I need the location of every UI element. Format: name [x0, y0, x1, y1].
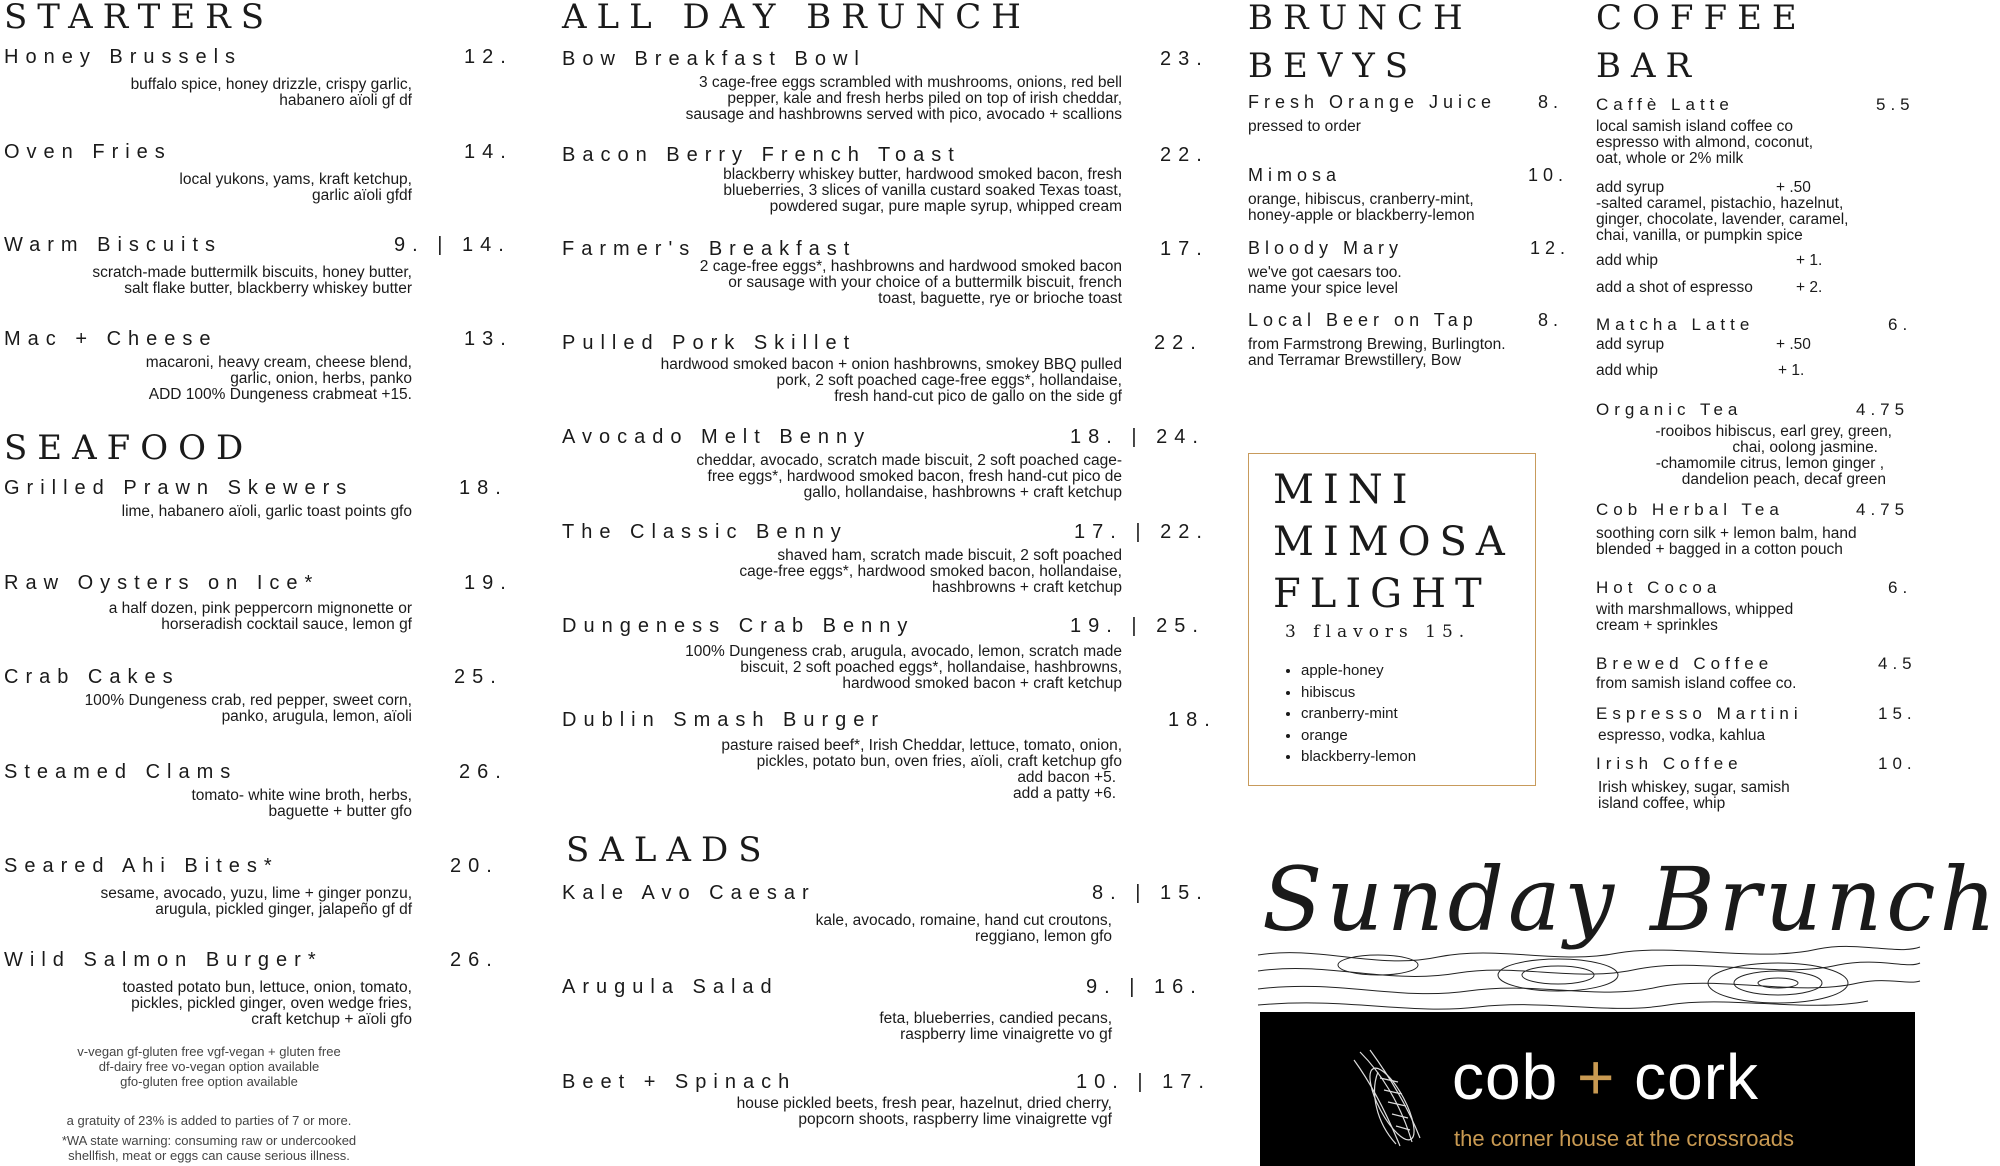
addon-row — [1596, 363, 1916, 379]
item-desc — [1596, 780, 1916, 812]
desc-line: craft ketchup + aïoli gfo — [251, 1011, 412, 1028]
flight-flavor-list — [1277, 660, 1416, 768]
desc-line: horseradish cocktail sauce, lemon gf — [161, 616, 412, 633]
desc-line: macaroni, heavy cream, cheese blend, — [145, 354, 412, 371]
item-name: Bacon Berry French Toast — [562, 144, 961, 166]
desc-line: cheddar, avocado, scratch made biscuit, 2 soft poached cage- — [696, 452, 1122, 469]
list-item: • cranberry-mint — [1301, 703, 1416, 725]
menu-item — [4, 949, 514, 1028]
desc-line: blackberry whiskey butter, hardwood smoked bacon, fresh — [723, 166, 1122, 183]
gratuity-note: a gratuity of 23% is added to parties of 7 or more. — [66, 1113, 352, 1128]
menu-item — [562, 976, 1222, 1043]
desc-line: from Farmstrong Brewing, Burlington. — [1248, 336, 1506, 353]
item-desc — [562, 644, 1122, 692]
desc-line: tomato- white wine broth, herbs, — [191, 787, 412, 804]
item-desc — [1596, 676, 1916, 692]
item-name: Irish Coffee — [1596, 754, 1743, 773]
desc-line: buffalo spice, honey drizzle, crispy garlic, — [130, 76, 412, 93]
addon-price: + .50 — [1776, 336, 1811, 353]
desc-line: soothing corn silk + lemon balm, hand — [1596, 525, 1857, 542]
warning-line: *WA state warning: consuming raw or undercooked — [61, 1133, 357, 1148]
item-price: 10. — [1528, 165, 1569, 185]
desc-line: -chamomile citrus, lemon ginger , — [1655, 455, 1884, 472]
item-price: 4.5 — [1878, 654, 1917, 673]
item-desc — [4, 693, 412, 725]
item-name: Wild Salmon Burger* — [4, 949, 323, 971]
item-name: Hot Cocoa — [1596, 578, 1722, 597]
addon-row — [1596, 280, 1916, 296]
desc-line: fresh hand-cut pico de gallo on the side gf — [834, 388, 1122, 405]
menu-item — [562, 426, 1222, 501]
desc-line: pressed to order — [1248, 118, 1361, 135]
bevys-title: BRUNCH BEVYS — [1248, 0, 1473, 86]
desc-line: toasted potato bun, lettuce, onion, tomato, — [122, 979, 412, 996]
desc-line: and Terramar Brewstillery, Bow — [1248, 352, 1462, 369]
item-name: Arugula Salad — [562, 976, 779, 998]
legend-line: df-dairy free vo-vegan option available — [98, 1059, 320, 1074]
brand-name-left: cob — [1452, 1041, 1559, 1113]
item-name: Warm Biscuits — [4, 234, 223, 256]
desc-line: powdered sugar, pure maple syrup, whipped cream — [769, 198, 1122, 215]
desc-line: pepper, kale and fresh herbs piled on top of irish cheddar, — [727, 90, 1122, 107]
desc-line: 100% Dungeness crab, red pepper, sweet corn, — [84, 692, 412, 709]
desc-line: pork, 2 soft poached cage-free eggs*, hollandaise, — [776, 372, 1122, 389]
legend-line: gfo-gluten free option available — [120, 1074, 298, 1089]
item-desc — [1596, 526, 1916, 558]
desc-line: island coffee, whip — [1598, 795, 1726, 812]
list-item: • apple-honey — [1301, 660, 1416, 682]
matcha-addons — [1596, 337, 1916, 379]
seafood-title: SEAFOOD — [4, 428, 254, 468]
list-item: • hibiscus — [1301, 682, 1416, 704]
item-name: Cob Herbal Tea — [1596, 500, 1784, 519]
mimosa-flight-box — [1248, 453, 1536, 786]
menu-item — [562, 709, 1222, 802]
desc-line: reggiano, lemon gfo — [974, 928, 1112, 945]
desc-line: cream + sprinkles — [1596, 617, 1718, 634]
desc-line: a half dozen, pink peppercorn mignonette or — [108, 600, 412, 617]
desc-line: sausage and hashbrowns served with pico, avocado + scallions — [685, 106, 1122, 123]
desc-line: arugula, pickled ginger, jalapeño gf df — [155, 901, 412, 918]
item-price: 13. — [464, 328, 513, 350]
desc-line: toast, baguette, rye or brioche toast — [878, 290, 1122, 307]
desc-line: dandelion peach, decaf green — [1681, 471, 1886, 488]
desc-line: orange, hibiscus, cranberry-mint, — [1248, 191, 1474, 208]
addon-row — [1596, 253, 1916, 269]
warning-line: shellfish, meat or eggs can cause serious illness. — [68, 1148, 350, 1163]
item-name: Crab Cakes — [4, 666, 180, 688]
item-desc — [1248, 265, 1568, 297]
addon-label: add a shot of espresso — [1596, 279, 1753, 296]
desc-line: add bacon +5. — [1017, 769, 1116, 786]
item-price: 6. — [1888, 578, 1913, 597]
desc-line: cage-free eggs*, hardwood smoked bacon, hollandaise, — [739, 563, 1122, 580]
desc-line: baguette + butter gfo — [268, 803, 412, 820]
item-name: Steamed Clams — [4, 761, 238, 783]
desc-line: habanero aïoli gf df — [279, 92, 412, 109]
brand-banner — [1260, 1012, 1915, 1166]
item-name: Grilled Prawn Skewers — [4, 477, 354, 499]
flight-subtitle: 3 flavors 15. — [1285, 622, 1471, 642]
item-price: 18. — [1168, 709, 1217, 731]
item-desc — [1596, 728, 1916, 744]
desc-line: chai, oolong jasmine. — [1732, 439, 1878, 456]
item-name: Dublin Smash Burger — [562, 709, 886, 731]
addon-label: add syrup — [1596, 336, 1665, 353]
syrup-flavors: -salted caramel, pistachio, hazelnut, ginger, chocolate, lavender, caramel, chai, vanilla, or pumpkin spice — [1596, 195, 1849, 244]
desc-line: free eggs*, hardwood smoked bacon, fresh hand-cut pico de — [707, 468, 1122, 485]
desc-line: local yukons, yams, kraft ketchup, — [179, 171, 412, 188]
item-price: 9. | 14. — [394, 234, 511, 256]
item-price: 18. | 24. — [1070, 426, 1205, 448]
item-desc — [4, 77, 412, 109]
item-name: Mimosa — [1248, 165, 1342, 185]
menu-item — [562, 144, 1222, 215]
item-desc — [4, 601, 412, 633]
starters-title: STARTERS — [4, 0, 275, 37]
item-desc — [1248, 192, 1568, 224]
desc-line: hardwood smoked bacon + onion hashbrowns, smokey BBQ pulled — [660, 356, 1122, 373]
item-desc — [562, 167, 1122, 215]
menu-item — [4, 46, 514, 109]
desc-line: oat, whole or 2% milk — [1596, 150, 1744, 167]
desc-line: 2 cage-free eggs*, hashbrowns and hardwood smoked bacon — [699, 258, 1122, 275]
item-desc — [4, 980, 412, 1028]
desc-line: garlic aïoli gfdf — [312, 187, 412, 204]
item-desc — [562, 259, 1122, 307]
menu-item — [1596, 654, 1916, 692]
item-price: 10. | 17. — [1076, 1071, 1211, 1093]
desc-line: espresso with almond, coconut, — [1596, 134, 1814, 151]
desc-line: blended + bagged in a cotton pouch — [1596, 541, 1843, 558]
item-name: Dungeness Crab Benny — [562, 615, 915, 637]
item-desc — [4, 504, 412, 520]
health-warning — [44, 1133, 374, 1163]
menu-item — [1248, 165, 1568, 224]
item-desc — [562, 913, 1112, 945]
item-name: Oven Fries — [4, 141, 172, 163]
item-name: Caffè Latte — [1596, 95, 1734, 114]
item-desc — [4, 355, 412, 403]
desc-line: espresso, vodka, kahlua — [1598, 727, 1766, 744]
desc-line: sesame, avocado, yuzu, lime + ginger ponzu, — [100, 885, 412, 902]
addon-row — [1596, 180, 1916, 196]
item-price: 9. | 16. — [1086, 976, 1203, 998]
item-price: 12. — [464, 46, 513, 68]
item-price: 8. — [1538, 92, 1564, 112]
addon-price: + .50 — [1776, 179, 1811, 196]
addon-label: add syrup — [1596, 179, 1665, 196]
item-price: 23. — [1160, 48, 1209, 70]
latte-addons — [1596, 180, 1916, 296]
brand-name-right: cork — [1634, 1041, 1760, 1113]
item-name: Kale Avo Caesar — [562, 882, 816, 904]
menu-item — [1596, 704, 1916, 744]
item-price: 25. — [454, 666, 503, 688]
addon-price: + 1. — [1778, 362, 1805, 379]
addon-row — [1596, 337, 1916, 353]
item-desc — [1248, 119, 1568, 135]
desc-line: from samish island coffee co. — [1596, 675, 1797, 692]
item-desc — [562, 453, 1122, 501]
menu-item — [1248, 92, 1568, 135]
brand-name — [1452, 1040, 1759, 1114]
menu-item — [562, 882, 1222, 945]
item-price: 10. — [1878, 754, 1917, 773]
desc-line: hardwood smoked bacon + craft ketchup — [842, 675, 1122, 692]
item-name: Mac + Cheese — [4, 328, 218, 350]
desc-line: name your spice level — [1248, 280, 1398, 297]
menu-item — [1596, 754, 1916, 812]
list-item: • blackberry-lemon — [1301, 746, 1416, 768]
desc-line: we've got caesars too. — [1248, 264, 1402, 281]
item-name: Organic Tea — [1596, 400, 1743, 419]
corn-icon — [1340, 1042, 1430, 1152]
item-price: 12. — [1530, 238, 1571, 258]
item-price: 14. — [464, 141, 513, 163]
desc-line: hashbrowns + craft ketchup — [932, 579, 1122, 596]
desc-line: pasture raised beef*, Irish Cheddar, lettuce, tomato, onion, — [721, 737, 1122, 754]
desc-line: raspberry lime vinaigrette vo gf — [900, 1026, 1112, 1043]
addon-label: add whip — [1596, 252, 1659, 269]
brunch-title: ALL DAY BRUNCH — [562, 0, 1031, 37]
item-price: 19. | 25. — [1070, 615, 1205, 637]
item-price: 15. — [1878, 704, 1917, 723]
menu-item — [1596, 95, 1916, 167]
item-name: Farmer's Breakfast — [562, 238, 857, 260]
desc-line: house pickled beets, fresh pear, hazelnut, dried cherry, — [736, 1095, 1112, 1112]
item-price: 17. — [1160, 238, 1209, 260]
tea-varieties — [1596, 424, 1892, 488]
item-desc — [4, 265, 412, 297]
desc-line: kale, avocado, romaine, hand cut croutons, — [815, 912, 1112, 929]
menu-item — [562, 332, 1222, 405]
item-name: Bow Breakfast Bowl — [562, 48, 866, 70]
item-name: Avocado Melt Benny — [562, 426, 872, 448]
item-name: Bloody Mary — [1248, 238, 1404, 258]
item-price: 8. | 15. — [1092, 882, 1209, 904]
menu-item — [4, 328, 514, 403]
menu-item — [562, 521, 1222, 596]
item-price: 19. — [464, 572, 513, 594]
desc-line: 3 cage-free eggs scrambled with mushrooms, onions, red bell — [698, 74, 1122, 91]
dietary-legend — [44, 1044, 374, 1089]
desc-line: add a patty +6. — [1013, 785, 1116, 802]
item-price: 17. | 22. — [1074, 521, 1209, 543]
item-desc — [4, 172, 412, 204]
menu-item — [4, 477, 514, 520]
item-desc — [1596, 119, 1916, 167]
desc-line: -rooibos hibiscus, earl grey, green, — [1655, 423, 1892, 440]
item-name: Seared Ahi Bites* — [4, 855, 279, 877]
item-name: Matcha Latte — [1596, 315, 1755, 334]
item-price: 18. — [459, 477, 508, 499]
brand-tagline: the corner house at the crossroads — [1454, 1126, 1794, 1151]
menu-item — [4, 761, 514, 820]
menu-item — [4, 572, 514, 633]
item-desc — [562, 738, 1122, 802]
desc-line: local samish island coffee co — [1596, 118, 1794, 135]
item-name: Honey Brussels — [4, 46, 243, 68]
menu-item — [4, 141, 514, 204]
desc-line: feta, blueberries, candied pecans, — [879, 1010, 1112, 1027]
item-price: 22. — [1154, 332, 1203, 354]
menu-item — [1248, 310, 1568, 369]
desc-line: popcorn shoots, raspberry lime vinaigrette vgf — [798, 1111, 1112, 1128]
item-price: 26. — [450, 949, 499, 971]
menu-item — [1596, 315, 1916, 379]
list-item: • orange — [1301, 725, 1416, 747]
desc-line: with marshmallows, whipped — [1596, 601, 1794, 618]
addon-price: + 2. — [1796, 279, 1823, 296]
item-name: Pulled Pork Skillet — [562, 332, 857, 354]
desc-line: shaved ham, scratch made biscuit, 2 soft poached — [777, 547, 1122, 564]
item-desc — [562, 1096, 1112, 1128]
desc-line: salt flake butter, blackberry whiskey butter — [124, 280, 412, 297]
desc-line: lime, habanero aïoli, garlic toast points gfo — [121, 503, 412, 520]
menu-item — [4, 855, 514, 918]
item-desc — [562, 1011, 1112, 1043]
item-price: 22. — [1160, 144, 1209, 166]
item-name: Brewed Coffee — [1596, 654, 1774, 673]
item-name: Fresh Orange Juice — [1248, 92, 1497, 112]
desc-line: Irish whiskey, sugar, samish — [1598, 779, 1790, 796]
desc-line: biscuit, 2 soft poached eggs*, hollandaise, hashbrowns, — [740, 659, 1122, 676]
item-desc — [1248, 337, 1568, 369]
sunday-brunch-script-title: Sunday Brunch — [1262, 848, 2000, 951]
desc-line: garlic, onion, herbs, panko — [230, 370, 412, 387]
menu-item — [562, 48, 1222, 123]
menu-item — [4, 666, 514, 725]
item-name: The Classic Benny — [562, 521, 848, 543]
brand-plus: + — [1576, 1041, 1616, 1113]
item-name: Espresso Martini — [1596, 704, 1803, 723]
item-price: 26. — [459, 761, 508, 783]
item-price: 6. — [1888, 315, 1913, 334]
item-desc — [4, 788, 412, 820]
item-desc — [4, 886, 412, 918]
item-desc — [1596, 602, 1916, 634]
menu-item — [1248, 238, 1571, 297]
item-price: 20. — [450, 855, 499, 877]
flight-title: MINI MIMOSA FLIGHT — [1273, 467, 1514, 617]
desc-line: ADD 100% Dungeness crabmeat +15. — [148, 386, 412, 403]
menu-item — [1596, 578, 1916, 634]
desc-line: pickles, potato bun, oven fries, aïoli, craft ketchup gfo — [756, 753, 1122, 770]
desc-line: panko, arugula, lemon, aïoli — [221, 708, 412, 725]
item-price: 4.75 — [1856, 400, 1910, 419]
menu-item — [562, 1071, 1222, 1128]
desc-line: scratch-made buttermilk biscuits, honey butter, — [92, 264, 412, 281]
item-desc — [562, 357, 1122, 405]
coffee-title: COFFEE BAR — [1596, 0, 1807, 86]
desc-line: honey-apple or blackberry-lemon — [1248, 207, 1475, 224]
salads-title: SALADS — [566, 830, 772, 870]
item-price: 4.75 — [1856, 500, 1910, 519]
item-desc — [562, 75, 1122, 123]
menu-item — [562, 238, 1222, 307]
desc-line: blueberries, 3 slices of vanilla custard soaked Texas toast, — [723, 182, 1122, 199]
addon-label: add whip — [1596, 362, 1659, 379]
legend-line: v-vegan gf-gluten free vgf-vegan + gluten free — [77, 1044, 341, 1059]
desc-line: pickles, pickled ginger, oven wedge fries, — [131, 995, 412, 1012]
item-name: Local Beer on Tap — [1248, 310, 1478, 330]
item-name: Raw Oysters on Ice* — [4, 572, 320, 594]
item-name: Beet + Spinach — [562, 1071, 797, 1093]
desc-line: or sausage with your choice of a buttermilk biscuit, french — [728, 274, 1122, 291]
item-price: 5.5 — [1876, 95, 1915, 114]
menu-item — [4, 234, 514, 297]
menu-item — [1596, 500, 1916, 558]
desc-line: gallo, hollandaise, hashbrowns + craft ketchup — [803, 484, 1122, 501]
item-desc — [562, 548, 1122, 596]
menu-item — [1596, 400, 1916, 488]
item-price: 8. — [1538, 310, 1564, 330]
menu-item — [562, 615, 1222, 692]
addon-price: + 1. — [1796, 252, 1823, 269]
desc-line: 100% Dungeness crab, arugula, avocado, lemon, scratch made — [685, 643, 1122, 660]
